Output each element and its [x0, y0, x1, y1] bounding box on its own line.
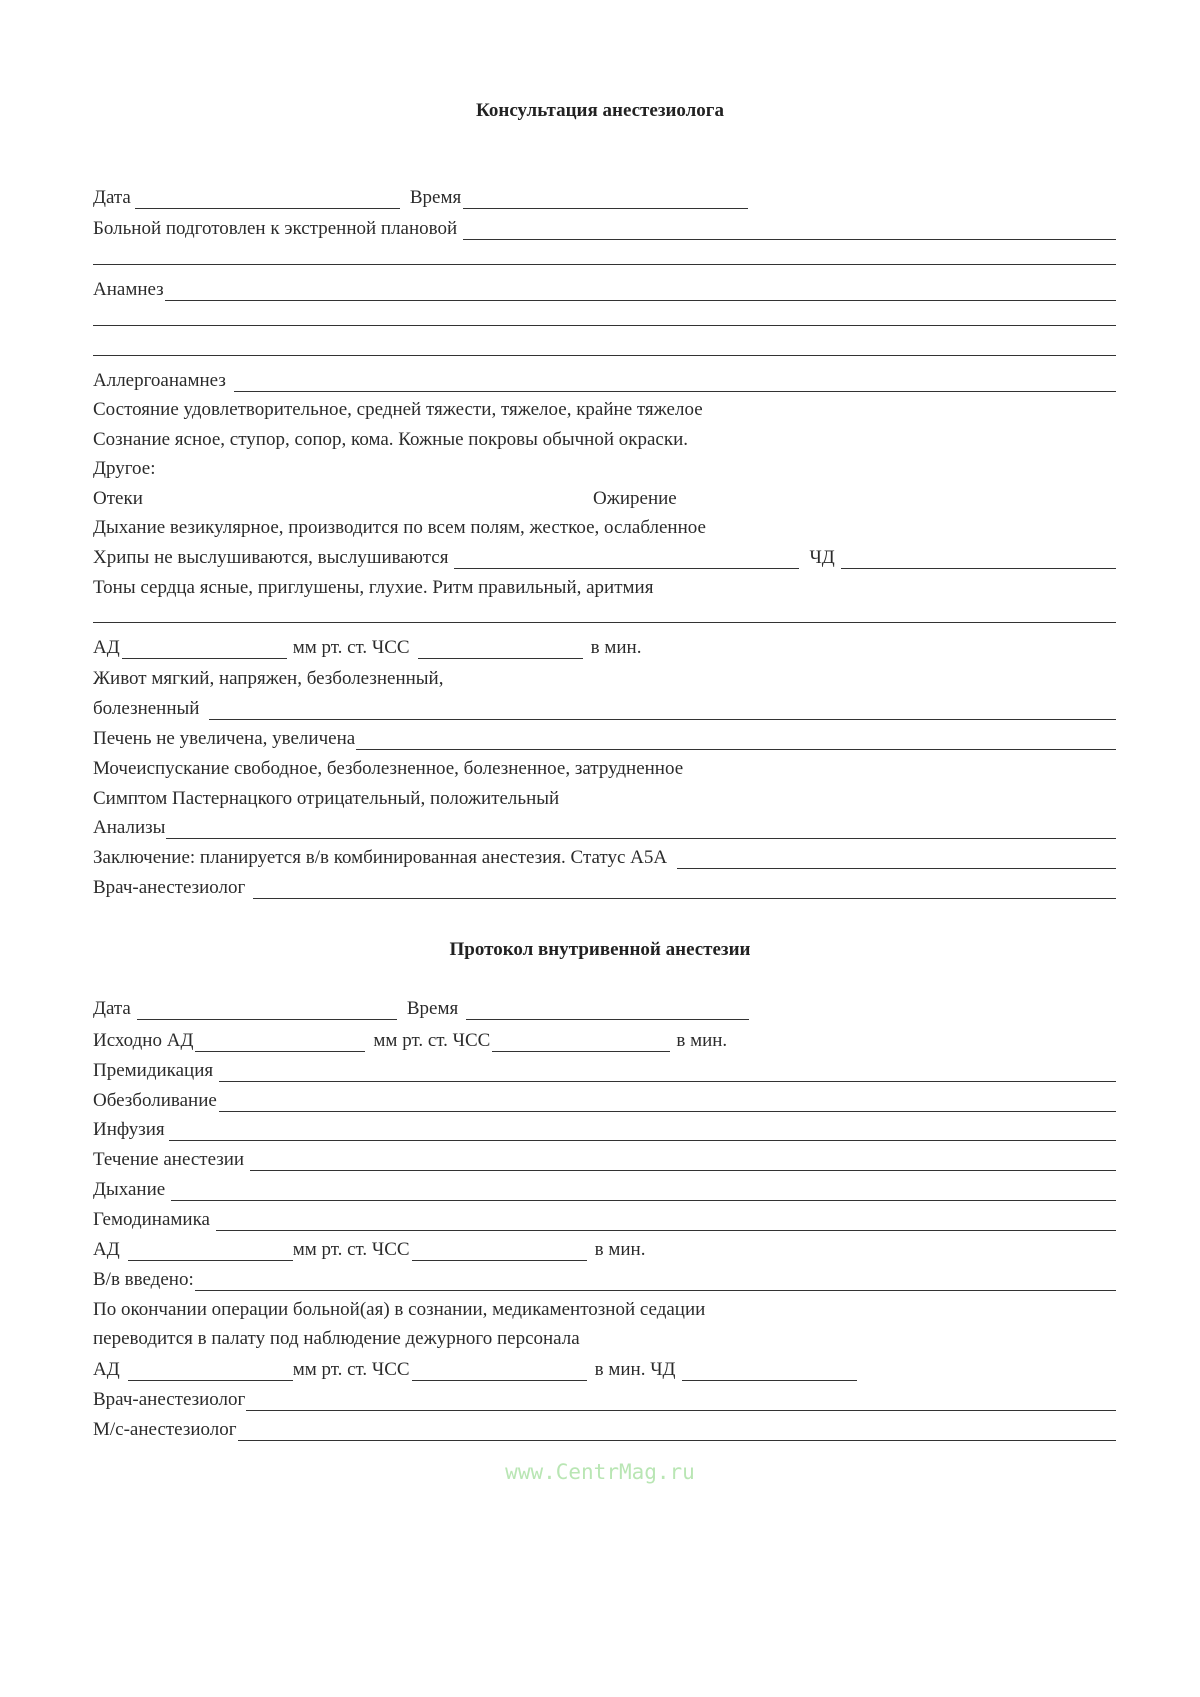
- conclusion-field[interactable]: [677, 851, 1116, 869]
- rr-field[interactable]: [841, 551, 1116, 569]
- consult-doctor-label: Врач-анестезиолог: [93, 877, 246, 898]
- anamnesis-field-line2[interactable]: [93, 325, 1116, 326]
- iv-given-label: В/в введено:: [93, 1269, 194, 1290]
- protocol-breathing-label: Дыхание: [93, 1179, 166, 1200]
- rr-label: ЧД: [809, 547, 835, 568]
- conclusion-row: [93, 847, 1116, 869]
- prepared-field[interactable]: [463, 222, 1116, 240]
- initial-bp-field[interactable]: [195, 1034, 365, 1052]
- protocol-time-label: Время: [406, 998, 459, 1019]
- protocol-breathing-row: [93, 1179, 1116, 1201]
- end-text-line1: По окончании операции больной(ая) в сознании, медикаментозной седации: [93, 1299, 706, 1320]
- consciousness-row: [93, 429, 1116, 451]
- anamnesis-row: [93, 279, 1116, 301]
- final-hr-field[interactable]: [412, 1363, 587, 1381]
- conclusion-label: Заключение: планируется в/в комбинированная анестезия. Статус А5А: [93, 847, 668, 868]
- hemodynamics-row: [93, 1209, 1116, 1231]
- protocol-bp-row: [93, 1239, 1116, 1261]
- analgesia-label: Обезболивание: [93, 1090, 217, 1111]
- tests-field[interactable]: [166, 821, 1116, 839]
- painful-label: болезненный: [93, 698, 200, 719]
- infusion-label: Инфузия: [93, 1119, 165, 1140]
- end-line1-row: [93, 1299, 1116, 1321]
- protocol-bp-field[interactable]: [128, 1243, 293, 1261]
- bp-field[interactable]: [122, 641, 287, 659]
- painful-field[interactable]: [209, 702, 1116, 720]
- liver-field[interactable]: [356, 732, 1116, 750]
- date-label: Дата: [93, 187, 131, 208]
- course-label: Течение анестезии: [93, 1149, 245, 1170]
- nurse-row: [93, 1419, 1116, 1441]
- initial-bp-row: [93, 1030, 1116, 1052]
- premed-row: [93, 1060, 1116, 1082]
- final-per-min-rr-label: в мин. ЧД: [594, 1359, 676, 1380]
- initial-hr-field[interactable]: [492, 1034, 670, 1052]
- protocol-title: Протокол внутривенной анестезии: [449, 939, 751, 960]
- protocol-doctor-field[interactable]: [246, 1393, 1116, 1411]
- consult-doctor-row: [93, 877, 1116, 899]
- tests-row: [93, 817, 1116, 839]
- rales-row: [93, 547, 1116, 569]
- final-bp-label: АД: [93, 1359, 120, 1380]
- allergo-row: [93, 370, 1116, 392]
- prepared-row: [93, 218, 1116, 240]
- edema-row: [93, 488, 1116, 510]
- final-mmhg-hr-label: мм рт. ст. ЧСС: [292, 1359, 410, 1380]
- edema-label: Отеки: [93, 488, 143, 509]
- initial-per-min-label: в мин.: [676, 1030, 728, 1051]
- allergo-field[interactable]: [234, 374, 1116, 392]
- infusion-field[interactable]: [169, 1123, 1116, 1141]
- final-bp-field[interactable]: [128, 1363, 293, 1381]
- consciousness-text: Сознание ясное, ступор, сопор, кома. Кожные покровы обычной окраски.: [93, 429, 688, 450]
- obesity-label: Ожирение: [593, 488, 677, 509]
- heart-field-line[interactable]: [93, 622, 1116, 623]
- breathing-row: [93, 517, 1116, 539]
- analgesia-field[interactable]: [219, 1094, 1116, 1112]
- anamnesis-label: Анамнез: [93, 279, 164, 300]
- protocol-date-row: [93, 998, 1116, 1020]
- pasternatsky-row: [93, 788, 1116, 810]
- consult-doctor-field[interactable]: [253, 881, 1116, 899]
- urination-text: Мочеиспускание свободное, безболезненное, болезненное, затрудненное: [93, 758, 684, 779]
- rales-field[interactable]: [454, 551, 799, 569]
- anamnesis-field[interactable]: [165, 283, 1116, 301]
- urination-row: [93, 758, 1116, 780]
- initial-bp-label: Исходно АД: [93, 1030, 194, 1051]
- prepared-label: Больной подготовлен к экстренной плановой: [93, 218, 458, 239]
- iv-given-row: [93, 1269, 1116, 1291]
- course-field[interactable]: [250, 1153, 1116, 1171]
- bp-label: АД: [93, 637, 120, 658]
- hemodynamics-label: Гемодинамика: [93, 1209, 210, 1230]
- consult-title: Консультация анестезиолога: [476, 100, 724, 121]
- state-row: [93, 399, 1116, 421]
- premed-label: Премидикация: [93, 1060, 214, 1081]
- protocol-doctor-label: Врач-анестезиолог: [93, 1389, 246, 1410]
- heart-text: Тоны сердца ясные, приглушены, глухие. Ритм правильный, аритмия: [93, 577, 654, 598]
- allergo-label: Аллергоанамнез: [93, 370, 226, 391]
- time-label: Время: [409, 187, 462, 208]
- hemodynamics-field[interactable]: [216, 1213, 1116, 1231]
- other-label: Другое:: [93, 458, 156, 479]
- hr-field[interactable]: [418, 641, 583, 659]
- protocol-per-min-label: в мин.: [594, 1239, 646, 1260]
- protocol-bp-label: АД: [93, 1239, 120, 1260]
- liver-label: Печень не увеличена, увеличена: [93, 728, 356, 749]
- liver-row: [93, 728, 1116, 750]
- end-line2-row: [93, 1328, 1116, 1350]
- painful-row: [93, 698, 1116, 720]
- protocol-doctor-row: [93, 1389, 1116, 1411]
- nurse-field[interactable]: [238, 1423, 1116, 1441]
- abdomen-text: Живот мягкий, напряжен, безболезненный,: [93, 668, 444, 689]
- consult-date-row: [93, 187, 1116, 209]
- final-bp-row: [93, 1359, 1116, 1381]
- course-row: [93, 1149, 1116, 1171]
- abdomen-row: [93, 668, 1116, 690]
- protocol-time-field[interactable]: [466, 1002, 749, 1020]
- prepared-field-line2[interactable]: [93, 264, 1116, 265]
- watermark: www.CentrMag.ru: [505, 1460, 695, 1484]
- time-field[interactable]: [463, 191, 748, 209]
- per-min-label: в мин.: [590, 637, 642, 658]
- end-text-line2: переводится в палату под наблюдение дежурного персонала: [93, 1328, 580, 1349]
- pasternatsky-text: Симптом Пастернацкого отрицательный, положительный: [93, 788, 560, 809]
- state-text: Состояние удовлетворительное, средней тяжести, тяжелое, крайне тяжелое: [93, 399, 703, 420]
- bp-row: [93, 637, 1116, 659]
- premed-field[interactable]: [219, 1064, 1116, 1082]
- protocol-mmhg-hr-label: мм рт. ст. ЧСС: [292, 1239, 410, 1260]
- infusion-row: [93, 1119, 1116, 1141]
- protocol-hr-field[interactable]: [412, 1243, 587, 1261]
- mmhg-hr-label: мм рт. ст. ЧСС: [292, 637, 410, 658]
- date-field[interactable]: [135, 191, 400, 209]
- breathing-text: Дыхание везикулярное, производится по всем полям, жесткое, ослабленное: [93, 517, 706, 538]
- other-row: [93, 458, 1116, 480]
- iv-given-field[interactable]: [195, 1273, 1116, 1291]
- protocol-breathing-field[interactable]: [171, 1183, 1116, 1201]
- heart-row: [93, 577, 1116, 599]
- tests-label: Анализы: [93, 817, 166, 838]
- anamnesis-field-line3[interactable]: [93, 355, 1116, 356]
- initial-mmhg-hr-label: мм рт. ст. ЧСС: [373, 1030, 491, 1051]
- protocol-date-field[interactable]: [137, 1002, 397, 1020]
- final-rr-field[interactable]: [682, 1363, 857, 1381]
- nurse-label: М/с-анестезиолог: [93, 1419, 237, 1440]
- protocol-date-label: Дата: [93, 998, 131, 1019]
- rales-label: Хрипы не выслушиваются, выслушиваются: [93, 547, 449, 568]
- analgesia-row: [93, 1090, 1116, 1112]
